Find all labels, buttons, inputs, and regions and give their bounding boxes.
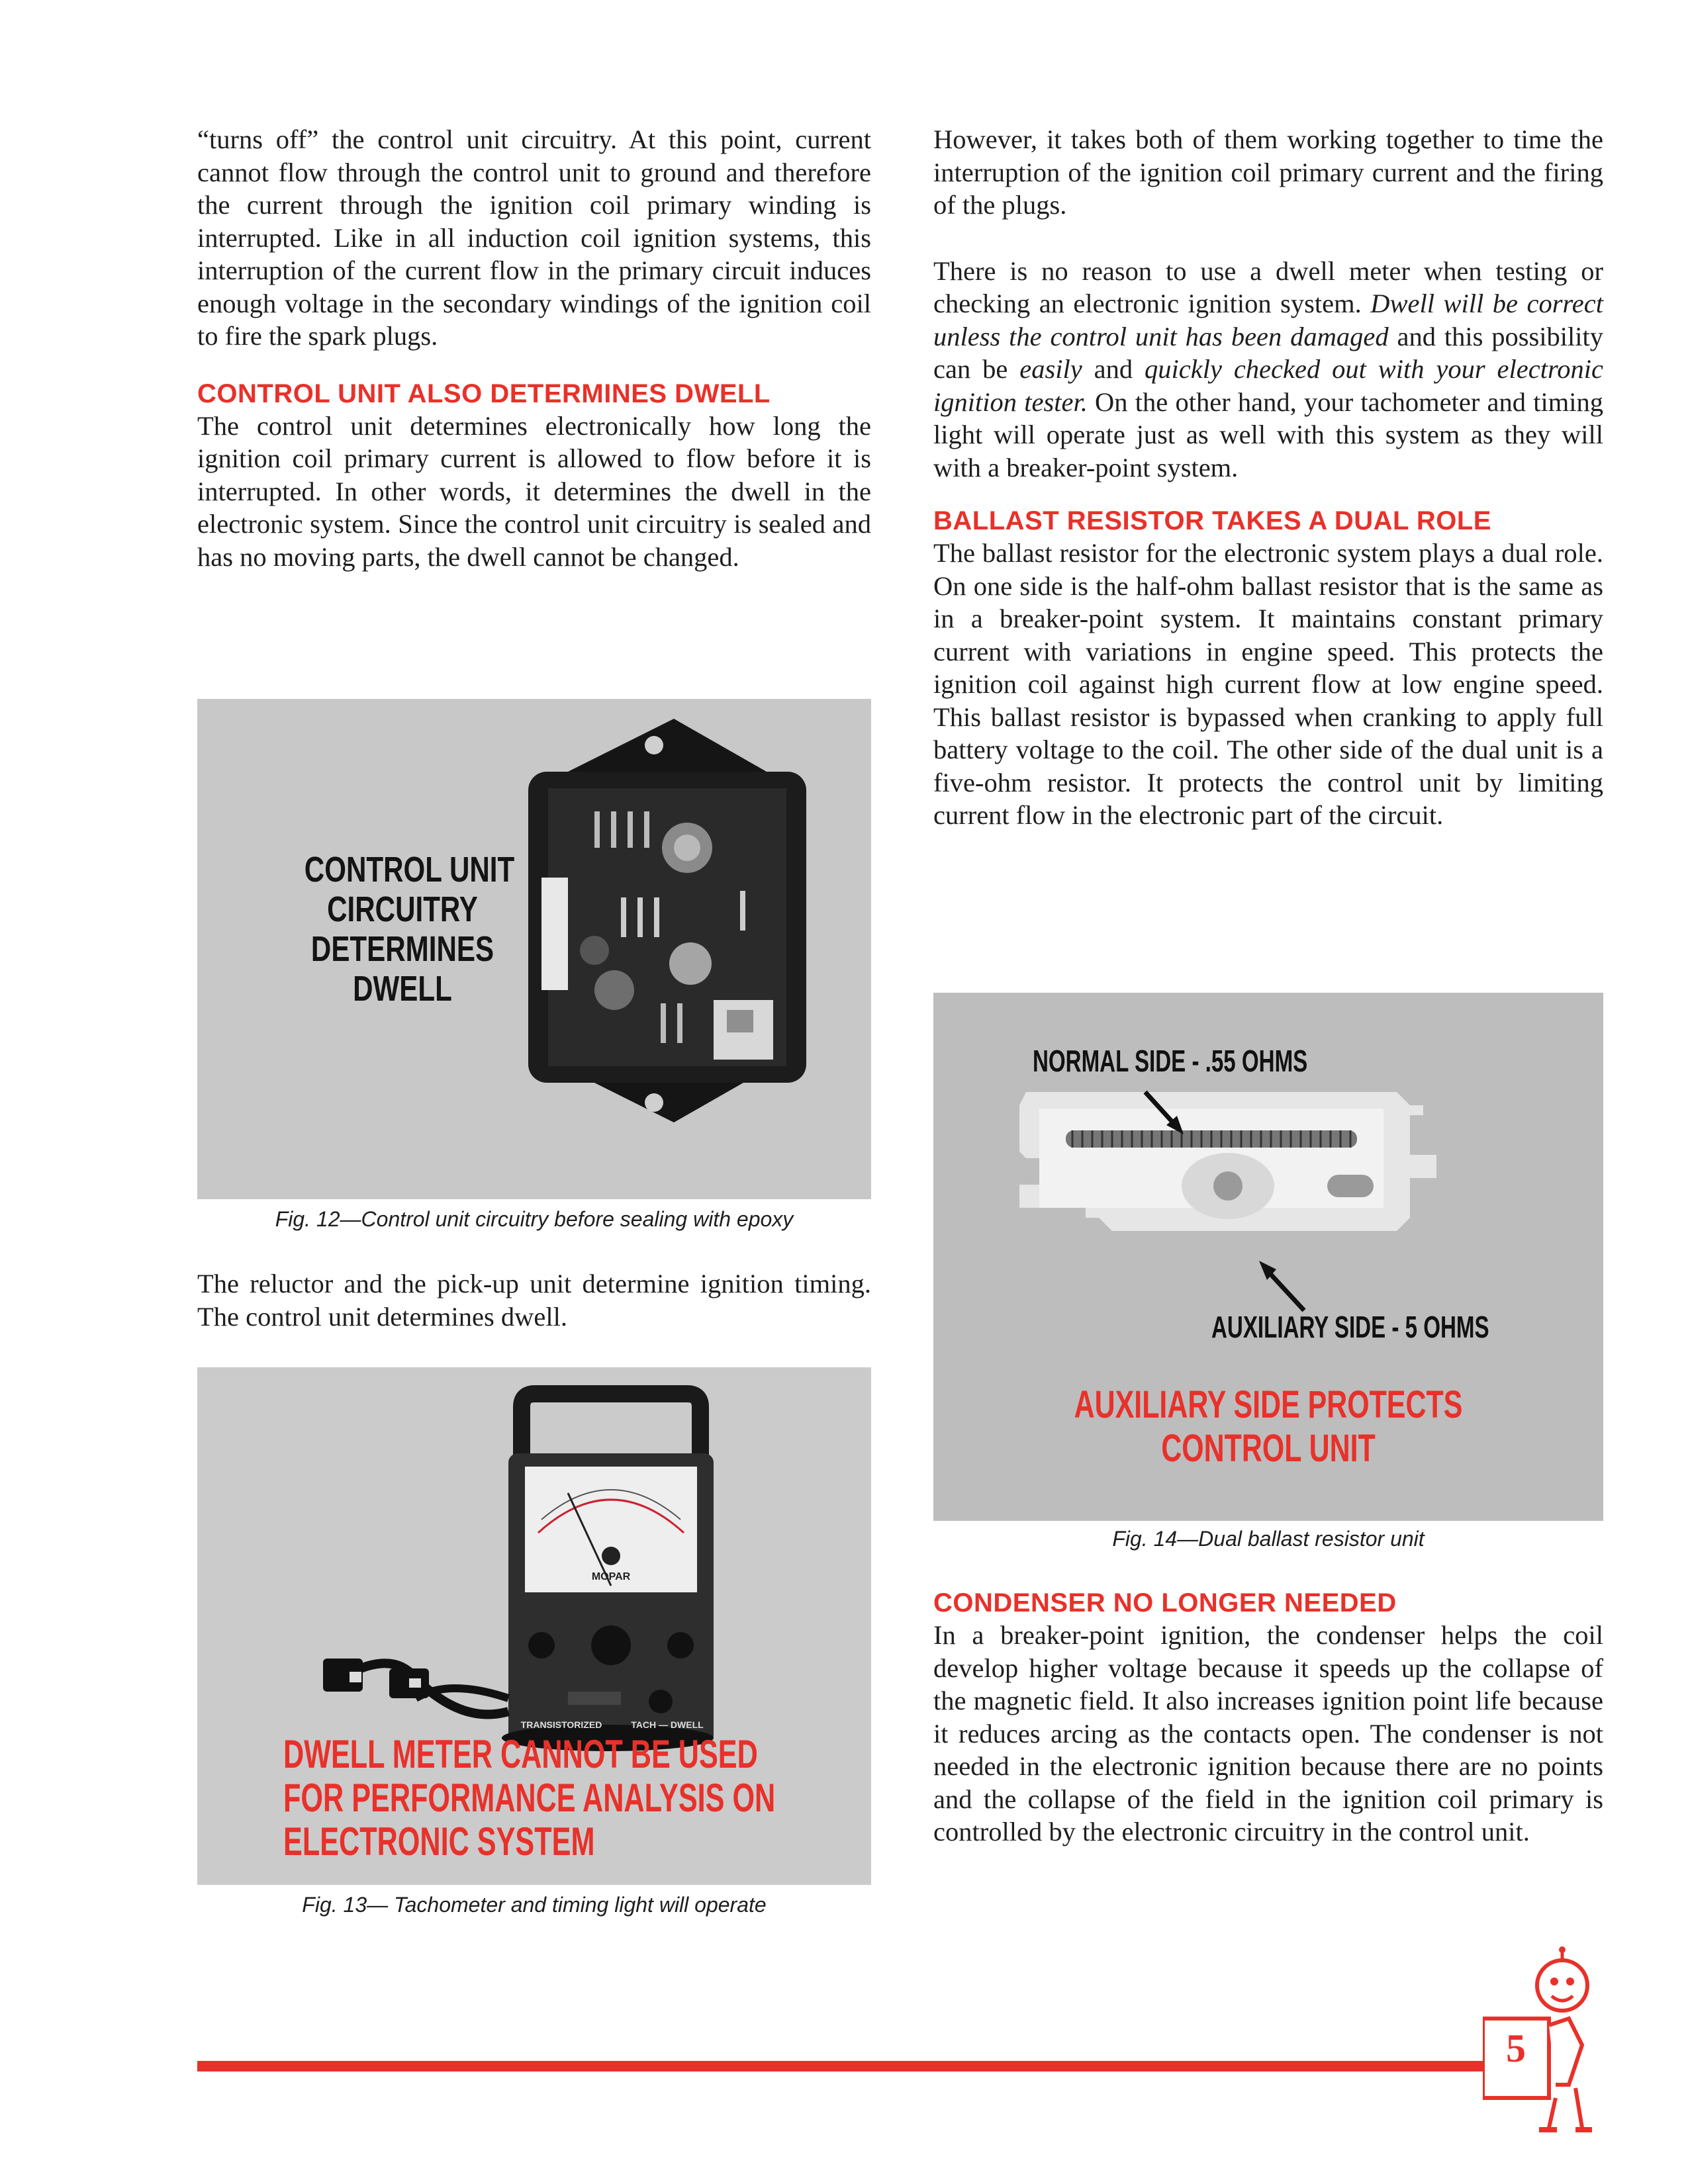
fig13-overlay-text bbox=[283, 1732, 776, 1864]
fig14-caption: Fig. 14—Dual ballast resistor unit bbox=[1112, 1527, 1425, 1551]
overlay-line: AUXILIARY SIDE PROTECTS bbox=[1074, 1383, 1463, 1426]
emphasis-run: Dwell will be correct unless the control unit has been damaged bbox=[933, 289, 1603, 351]
body-paragraph: The control unit determines electronically how long the ignition coil primary current is allowed to flow before it is interrupted. In other words, it determines the dwell in the electronic system. Since the control unit circuitry is sealed and has no moving parts, the dwell cannot be changed. bbox=[197, 410, 871, 572]
body-paragraph: However, it takes both of them working together to time the interruption of the ignition coil primary current and the firing of the plugs. bbox=[933, 124, 1603, 220]
text-run: and bbox=[1082, 354, 1145, 384]
fig13-photo bbox=[197, 1367, 871, 1885]
overlay-line: DWELL bbox=[353, 969, 452, 1009]
overlay-line: DETERMINES bbox=[310, 929, 494, 969]
fig14-overlay-text bbox=[1021, 1383, 1517, 1471]
body-paragraph: The reluctor and the pick-up unit determine ignition timing. The control unit determines dwell. bbox=[197, 1269, 871, 1332]
overlay-line: FOR PERFORMANCE ANALYSIS ON bbox=[283, 1776, 776, 1820]
control-unit-illustration bbox=[197, 699, 871, 1199]
left-column-lower bbox=[197, 1267, 871, 1333]
overlay-line: DWELL METER CANNOT BE USED bbox=[283, 1732, 758, 1776]
text-run: There is no reason to use a dwell meter when testing or checking an electronic ignition system. bbox=[933, 255, 1603, 318]
footer-rule bbox=[197, 2061, 1495, 2071]
meter-brand: MOPAR bbox=[591, 1571, 631, 1582]
section-heading-condenser: CONDENSER NO LONGER NEEDED bbox=[933, 1588, 1397, 1617]
meter-label: TRANSISTORIZED bbox=[520, 1719, 602, 1730]
fig13-caption: Fig. 13— Tachometer and timing light will operate bbox=[302, 1893, 767, 1917]
fig12-photo bbox=[197, 699, 871, 1199]
left-column bbox=[197, 123, 871, 573]
right-column bbox=[933, 123, 1603, 832]
overlay-line: CONTROL UNIT bbox=[304, 850, 515, 889]
page-number: 5 bbox=[1506, 2026, 1526, 2070]
fig14-photo bbox=[933, 993, 1603, 1521]
text-run: and this possibility can be bbox=[933, 321, 1603, 384]
meter-label-2: TACH — DWELL bbox=[631, 1719, 704, 1730]
overlay-line: ELECTRONIC SYSTEM bbox=[283, 1819, 595, 1864]
body-paragraph: “turns off” the control unit circuitry. At this point, current cannot flow through the control unit to ground and therefore the current through the ignition coil primary winding is interrupted. Like in all induction coil ignition systems, this interruption of the current flow in the primary circuit induces enough voltage in the secondary windings of the ignition coil to fire the spark plugs. bbox=[197, 124, 871, 351]
overlay-line: CIRCUITRY bbox=[327, 889, 478, 929]
body-paragraph-dwell bbox=[933, 255, 1603, 484]
label-auxiliary-side: AUXILIARY SIDE - 5 OHMS bbox=[1211, 1310, 1489, 1344]
right-column-lower bbox=[933, 1587, 1603, 1848]
label-normal-side: NORMAL SIDE - .55 OHMS bbox=[1033, 1044, 1308, 1078]
body-paragraph: The ballast resistor for the electronic system plays a dual role. On one side is the half-ohm ballast resistor that is the same as in a breaker-point system. It maintains constant primary current with variations in engine speed. This protects the ignition coil against high current flow at low engine speed. This ballast resistor is bypassed when cranking to apply full battery voltage to the coil. The other side of the dual unit is a five-ohm resistor. It protects the control unit by limiting current flow in the electronic part of the circuit. bbox=[933, 538, 1603, 830]
emphasis-run: easily bbox=[1019, 354, 1082, 384]
fig12-caption: Fig. 12—Control unit circuitry before sealing with epoxy bbox=[275, 1207, 794, 1231]
section-heading-ballast: BALLAST RESISTOR TAKES A DUAL ROLE bbox=[933, 506, 1491, 535]
emphasis-run: quickly checked out with your electronic ignition tester. bbox=[933, 354, 1603, 417]
body-paragraph: In a breaker-point ignition, the condenser helps the coil develop higher voltage because it speeds up the collapse of the magnetic field. It also increases ignition point life because it reduces arcing as the contacts open. The condenser is not needed in the electronic ignition because there are no points and the collapse of the field in the ignition coil primary is controlled by the electronic circuitry in the control unit. bbox=[933, 1620, 1603, 1846]
text-run: On the other hand, your tachometer and timing light will operate just as well with this system as they will with a breaker-point system. bbox=[933, 387, 1603, 482]
section-heading-control-unit: CONTROL UNIT ALSO DETERMINES DWELL bbox=[197, 379, 771, 408]
overlay-line: CONTROL UNIT bbox=[1161, 1427, 1376, 1470]
